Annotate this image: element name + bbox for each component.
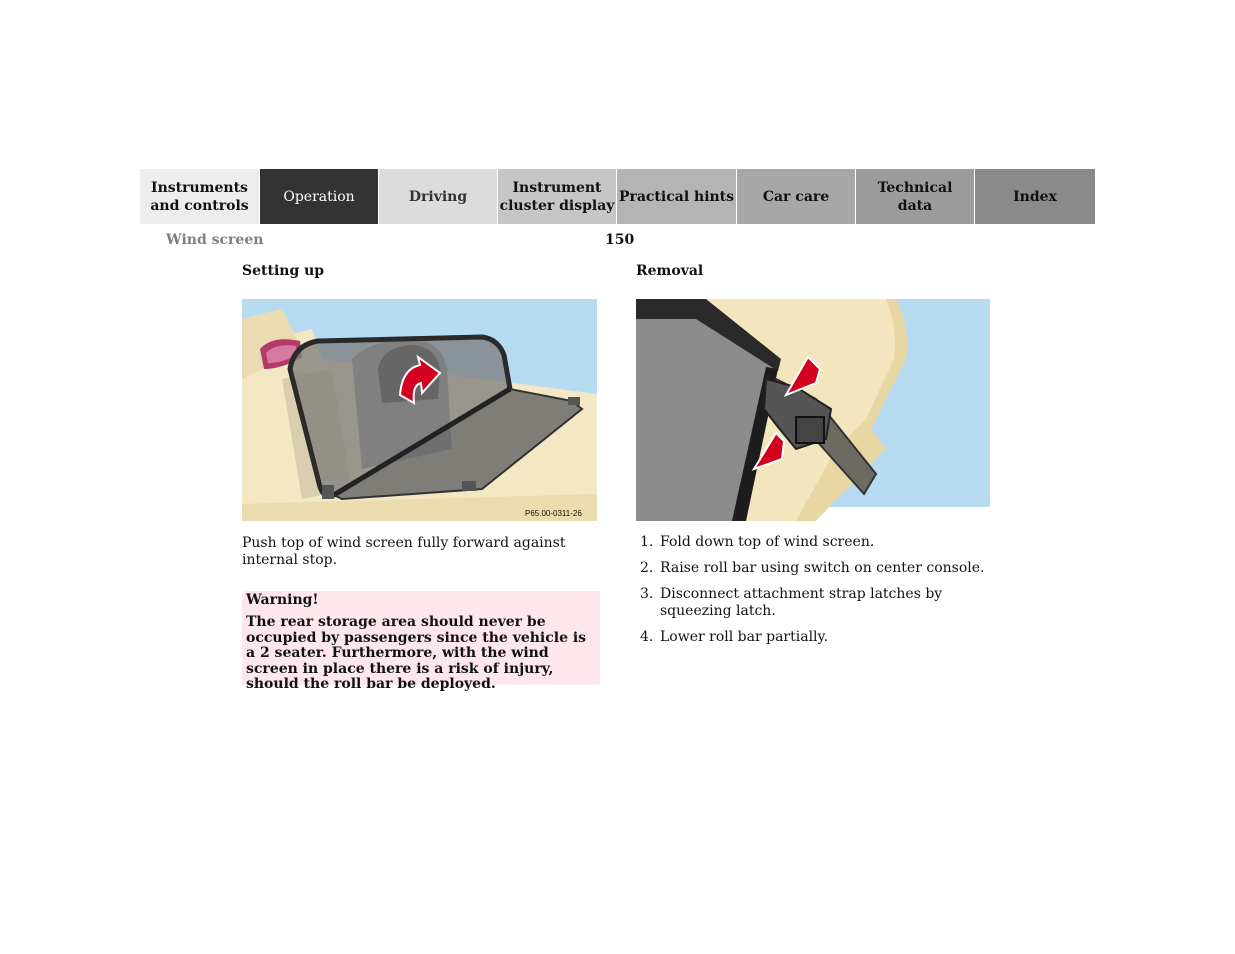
tab-instruments-and-controls[interactable]: Instruments and controls xyxy=(140,169,260,224)
step-number: 4. xyxy=(640,629,654,645)
wind-screen-setup-illustration xyxy=(242,299,597,521)
section-title: Wind screen xyxy=(166,232,264,248)
step-text: Raise roll bar using switch on center console. xyxy=(660,560,985,576)
step-number: 2. xyxy=(640,560,654,576)
chapter-nav xyxy=(140,169,1095,224)
list-item xyxy=(636,586,996,620)
removal-steps xyxy=(636,534,996,655)
strap-latch-illustration xyxy=(636,299,990,521)
warning-box xyxy=(242,591,600,692)
tab-technical-data[interactable]: Technical data xyxy=(856,169,975,224)
tab-practical-hints[interactable]: Practical hints xyxy=(617,169,737,224)
tab-instrument-cluster-display[interactable]: Instrument cluster display xyxy=(498,169,617,224)
step-text: Lower roll bar partially. xyxy=(660,629,829,645)
tab-car-care[interactable]: Car care xyxy=(737,169,856,224)
list-item xyxy=(636,560,996,577)
tab-operation[interactable]: Operation xyxy=(260,169,379,224)
step-number: 1. xyxy=(640,534,654,550)
page-number: 150 xyxy=(605,232,635,248)
setup-instruction: Push top of wind screen fully forward against internal stop. xyxy=(242,535,566,568)
list-item xyxy=(636,534,996,551)
step-number: 3. xyxy=(640,586,654,602)
list-item xyxy=(636,629,996,646)
step-text: Disconnect attachment strap latches by squeezing latch. xyxy=(660,586,943,619)
tab-index[interactable]: Index xyxy=(975,169,1095,224)
warning-body: The rear storage area should never be occupied by passengers since the vehicle is a 2 seater. Furthermore, with the wind screen in place there is a risk of injury, should the roll bar be deployed. xyxy=(246,614,587,692)
figure-code: P65.00-0311-26 xyxy=(525,509,582,518)
step-text: Fold down top of wind screen. xyxy=(660,534,875,550)
tab-driving[interactable]: Driving xyxy=(379,169,498,224)
setting-up-heading: Setting up xyxy=(242,263,325,279)
removal-heading: Removal xyxy=(636,263,704,279)
warning-title: Warning! xyxy=(246,592,319,608)
